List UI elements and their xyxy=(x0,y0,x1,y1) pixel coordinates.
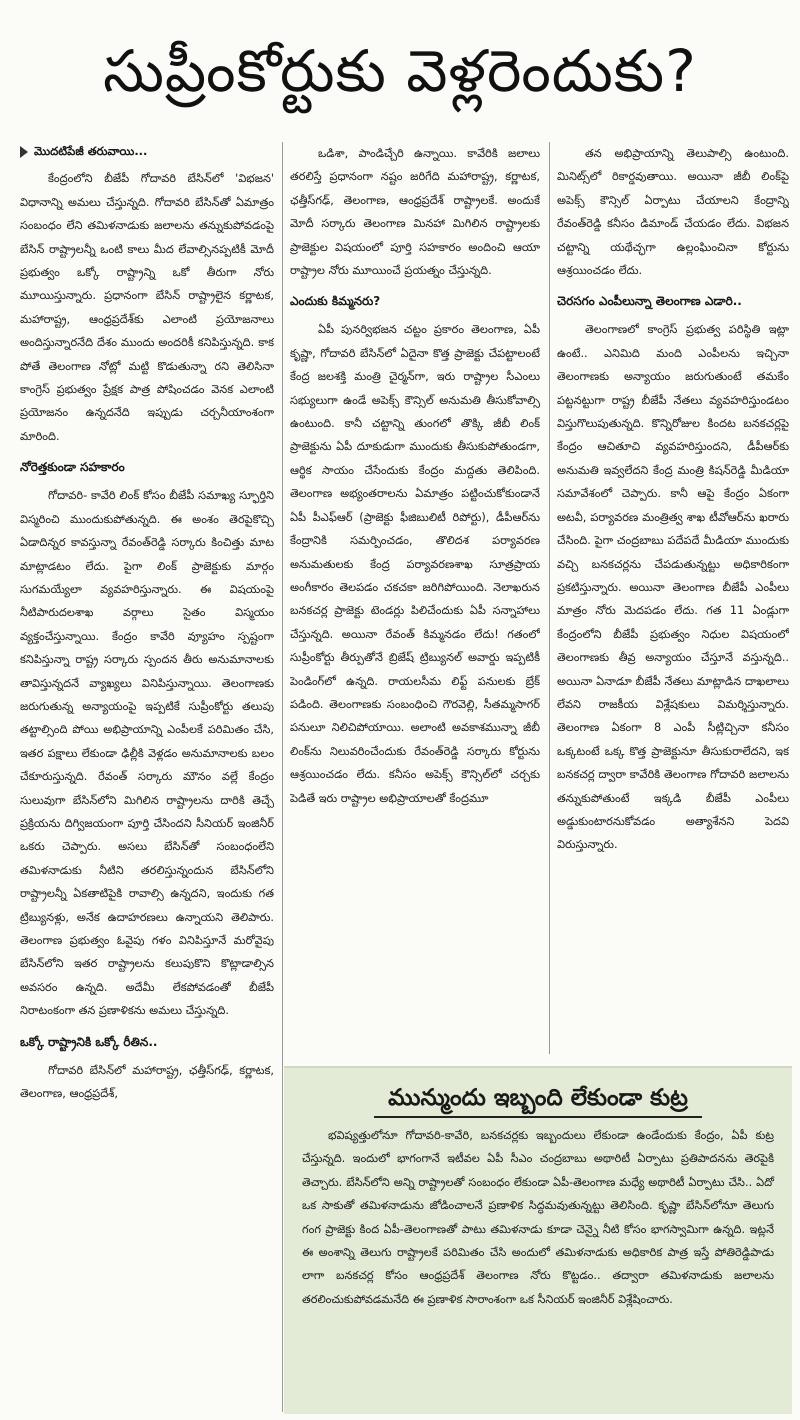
box-body: భవిష్యత్తులోనూ గోదావరి-కావేరి, బనకచర్లకు ఇబ్బందులు లేకుండా ఉండేందుకు కేంద్రం, ఏపీ కుట్ర చేస్తున్నది. ఇందులో భాగంగానే ఇటీవల ఏపీ సీఎం చంద్రబాబు అథారిటీ ఏర్పాటు ప్రతిపాదనను తెరపైకి తెచ్చారు. బేసిన్‌లోని అన్ని రాష్ట్రాలతో సంబంధం లేకుండా ఏపీ-తెలంగాణ మధ్యే అథారిటీ ఏర్పాటు చేసి.. ఏదో ఒక సాకుతో తమిళనాడును జోడించాలనే ప్రణాళిక సిద్ధమవుతున్నట్టు తెలిసింది. కృష్ణా బేసిన్‌లోనూ తెలుగు గంగ ప్రాజెక్టు కింద ఏపీ-తెలంగాణతో పాటు తమిళనాడు కూడా చెన్నై నీటి కోసం భాగస్వామిగా ఉన్నది. ఇట్లనే ఈ అంశాన్ని తెలుగు రాష్ట్రాలకే పరిమితం చేసి అందులో తమిళనాడుకు అధికారిక పాత్ర ఇస్తే పోతిరెడ్డిపాడు లాగా బనకచర్ల కోసం ఆంధ్రప్రదేశ్ తెలంగాణ నోరు కొట్టడం.. తద్వారా తమిళనాడుకు జలాలను తరలించుకుపోవడమనేది ఈ ప్రణాళిక సారాంశంగా ఒక సీనియర్ ఇంజినీర్ విశ్లేషించారు. xyxy=(302,1129,774,1306)
col2-subheading-1: ఎందుకు కిమ్మనరు? xyxy=(290,294,381,309)
column-divider-2 xyxy=(549,142,550,1054)
col3-subheading-1: చెరసగం ఎంపీలున్నా తెలంగాణ ఎడారి.. xyxy=(557,294,742,309)
headline: సుప్రీంకోర్టుకు వెళ్లరెందుకు? xyxy=(103,37,697,105)
col1-para-3: గోదావరి బేసిన్‌లో మహారాష్ట్ర, ఛత్తీస్‌గఢ్, కర్ణాటక, తెలంగాణ, ఆంధ్రప్రదేశ్, xyxy=(20,1063,274,1101)
sidebar-box xyxy=(284,1066,792,1414)
kicker-text: మొదటిపేజీ తరువాయి... xyxy=(34,144,148,158)
col3-para-2: తెలంగాణలో కాంగ్రెస్ ప్రభుత్వ పరిస్థితి ఇట్లా ఉంటే.. ఎనిమిది మంది ఎంపీలను ఇచ్చినా తెలంగాణకు అన్యాయం జరుగుతుంటే తమకేం పట్టనట్టుగా రాష్ట్ర బీజేపీ నేతలు వ్యవహరిస్తుండటం విస్తుగొలుపుతున్నది. కొన్నిరోజుల కిందట బనకచర్లపై కేంద్రం ఆచితూచి వ్యవహరిస్తుందని, డీపీఆర్‌కు అనుమతి ఇవ్వలేదని కేంద్ర మంత్రి కిషన్‌రెడ్డి మీడియా సమావేశంలో చెప్పారు. కానీ ఆపై కేంద్రం ఏకంగా అటవీ, పర్యావరణ మంత్రిత్వ శాఖ టీవోఆర్‌ను ఖరారు చేసింది. పైగా చంద్రబాబు పదేపదే మీడియా ముందుకు వచ్చి బనకచర్లను చేపడుతున్నట్టు అధికారికంగా ప్రకటిస్తున్నారు. అయినా తెలంగాణ బీజేపీ ఎంపీలు మాత్రం నోరు మెదపడం లేదు. గత 11 ఏండ్లుగా కేంద్రంలోని బీజేపీ ప్రభుత్వం నిధుల విషయంలో తెలంగాణకు తీవ్ర అన్యాయం చేస్తూనే వస్తున్నది.. అయినా ఏనాడూ బీజేపీ నేతలు మాట్లాడిన దాఖలాలు లేవని రాజకీయ విశ్లేషకులు విమర్శిస్తున్నారు. తెలంగాణ ఏకంగా 8 ఎంపీ సీట్లిచ్చినా కనీసం ఒక్కటంటే ఒక్క కొత్త ప్రాజెక్టునూ తీసుకురాలేదని, ఇక బనకచర్ల ద్వారా కావేరికి తెలంగాణ గోదావరి జలాలను తన్నుకుపోతుంటే ఇక్కడి బీజేపీ ఎంపీలు అడ్డుకుంటారనుకోవడం అత్యాశేనని పెదవి విరుస్తున్నారు. xyxy=(557,323,789,852)
col1-subheading-1: నోరెత్తకుండా సహకారం xyxy=(20,460,125,475)
column-divider-1 xyxy=(282,142,283,1412)
box-title: మున్ముందు ఇబ్బంది లేకుండా కుట్ర xyxy=(388,1085,688,1111)
col1-para-2: గోదావరి- కావేరి లింక్ కోసం బీజేపీ సమాఖ్య స్ఫూర్తిని విస్మరించి ముందుకుపోతున్నది. ఈ అంశం తెరపైకొచ్చి ఏడాదిన్నర కావస్తున్నా రేవంత్‌రెడ్డి సర్కారు కించిత్తు మాట మాట్లాడటం లేదు. పైగా లింక్ ప్రాజెక్టుకు మార్గం సుగమయ్యేలా వ్యవహరిస్తున్నారు. ఈ విషయంపై నీటిపారుదలశాఖ వర్గాలు సైతం విస్మయం వ్యక్తంచేస్తున్నాయి. కేంద్రం కావేరి వ్యూహం స్పష్టంగా కనిపిస్తున్నా రాష్ట్ర సర్కారు స్పందన తీరు అనుమానాలకు తావిస్తున్నదనే వ్యాఖ్యలు వినిపిస్తున్నాయి. తెలంగాణకు జరుగుతున్న అన్యాయంపై ఇప్పటికే సుప్రీంకోర్టు తలుపు తట్టాల్సింది పోయి అభిప్రాయాన్ని ఎంపీలకే పరిమితం చేసి, ఇతర పక్షాలు లేకుండా ఢిల్లీకి వెళ్లడం అనుమానాలకు బలం చేకూరుస్తున్నది. రేవంత్ సర్కారు మౌనం వల్లే కేంద్రం సులువుగా బేసిన్‌లోని మిగిలిన రాష్ట్రాలను దారికి తెచ్చే ప్రక్రియను దిగ్విజయంగా పూర్తి చేసిందని సీనియర్ ఇంజినీర్ ఒకరు చెప్పారు. అసలు బేసిన్‌తో సంబంధంలేని తమిళనాడుకు నీటిని తరలిస్తున్నందున బేసిన్‌లోని రాష్ట్రాలన్నీ ఏకతాటిపైకి రావాల్సి ఉన్నదని, ఇందుకు గత ట్రిబ్యునళ్లు, అనేక ఉదాహరణలు ఉన్నాయని తెలిపారు. తెలంగాణ ప్రభుత్వం ఓవైపు గళం వినిపిస్తూనే మరోవైపు బేసిన్‌లోని ఇతర రాష్ట్రాలను కలుపుకొని కొట్లాడాల్సిన అవసరం ఉన్నది. అదేమీ లేకపోవడంతో బీజేపీ నిరాటంకంగా తన ప్రణాళికను అమలు చేస్తున్నది. xyxy=(20,489,274,1018)
col1-subheading-2: ఒక్కో రాష్ట్రానికి ఒక్కో రీతిన.. xyxy=(20,1034,158,1049)
column-3 xyxy=(557,142,789,942)
col3-para-1: తన అభిప్రాయాన్ని తెలుపాల్సి ఉంటుంది. మినిట్స్‌లో రికార్డవుతాయి. అయినా జీబీ లింక్‌పై అపెక్స్ కౌన్సిల్ ఏర్పాటు చేయాలని కేంద్రాన్ని రేవంత్‌రెడ్డి కనీసం డిమాండ్ చేయడం లేదు. విభజన చట్టాన్ని యథేచ్ఛగా ఉల్లంఘించినా కోర్టును ఆశ్రయించడం లేదు. xyxy=(557,147,789,278)
col2-para-2: ఏపీ పునర్విభజన చట్టం ప్రకారం తెలంగాణ, ఏపీ కృష్ణా, గోదావరి బేసిన్‌లో ఏదైనా కొత్త ప్రాజెక్టు చేపట్టాలంటే కేంద్ర జలశక్తి మంత్రి చైర్మన్‌గా, ఇరు రాష్ట్రాల సీఎంలు సభ్యులుగా ఉండే అపెక్స్ కౌన్సిల్ అనుమతి తీసుకోవాల్సి ఉంటుంది. కానీ చట్టాన్ని తుంగలో తొక్కి జీబీ లింక్ ప్రాజెక్టును ఏపీ దూకుడుగా ముందుకు తీసుకుపోతుండగా, ఆర్థిక సాయం చేసేందుకు కేంద్రం మద్దతు తెలిపింది. తెలంగాణ అభ్యంతరాలను ఏమాత్రం పట్టించుకోకుండానే ఏపీ పీఎఫ్ఆర్ (ప్రాజెక్టు ఫీజిబులిటీ రిపోర్టు), డీపీఆర్‌ను కేంద్రానికి సమర్పించడం, తొలిదశ పర్యావరణ అనుమతులకు కేంద్ర పర్యావరణశాఖ సూత్రప్రాయ అంగీకారం తెలపడం చకచకా జరిగిపోయింది. నెలాఖరున బనకచర్ల ప్రాజెక్టు టెండర్లు పిలిచేందుకు ఏపీ సన్నాహాలు చేస్తున్నది. అయినా రేవంత్ కిమ్మనడం లేదు! గతంలో సుప్రీంకోర్టు తీర్పుతోనే బ్రిజేష్ ట్రిబ్యునల్ అవార్డు ఇప్పటికీ పెండింగ్‌లో ఉన్నది. రాయలసీమ లిఫ్ట్ పనులకు బ్రేక్ పడింది. తెలంగాణకు సంబంధించి గౌరవెల్లి, సీతమ్మసాగర్ పనులూ నిలిచిపోయాయి. అలాంటి అవకాశమున్నా జీబీ లింక్‌ను నిలువరించేందుకు రేవంత్‌రెడ్డి సర్కారు కోర్టును ఆశ్రయించడం లేదు. కనీసం అపెక్స్ కౌన్సిల్‌లో చర్చకు పెడితే ఇరు రాష్ట్రాల అభిప్రాయాలతో కేంద్రమూ xyxy=(290,323,540,805)
col1-para-1: కేంద్రంలోని బీజేపీ గోదావరి బేసిన్‌లో 'విభజన' విధానాన్ని అమలు చేస్తున్నది. గోదావరి బేసిన్‌తో ఏమాత్రం సంబంధం లేని తమిళనాడుకు జలాలను తన్నుకుపోవడంపై బేసిన్ రాష్ట్రాలన్నీ ఒంటి కాలు మీద లేవాల్సినప్పటికీ మోదీ ప్రభుత్వం ఒక్కో రాష్ట్రాన్ని ఒకో తీరుగా నోరు మూయిస్తున్నారు. ప్రధానంగా బేసిన్ రాష్ట్రాలైన కర్ణాటక, మహారాష్ట్ర, ఆంధ్రప్రదేశ్‌కు ఎలాంటి ప్రయోజనాలు అందిస్తున్నారనేది దేశం ముందు అందరికీ కనిపిస్తున్నది. కాక పోతే తెలంగాణ నోట్లో మట్టి కొడుతున్నా రని తెలిసినా కాంగ్రెస్ ప్రభుత్వం ప్రేక్షక పాత్ర పోషించడం వెనక ఎలాంటి ప్రయోజనం ఉన్నదనేది ఇప్పుడు చర్చనీయాంశంగా మారింది. xyxy=(20,172,274,443)
box-title-underline xyxy=(374,1116,702,1118)
column-2 xyxy=(290,142,540,942)
kicker xyxy=(20,140,274,163)
column-1 xyxy=(20,140,274,1420)
arrow-icon xyxy=(20,146,28,158)
col2-para-1: ఒడిశా, పాండిచ్చేరి ఉన్నాయి. కావేరికి జలాలు తరలిస్తే ప్రధానంగా నష్టం జరిగేది మహారాష్ట్ర, కర్ణాటక, ఛత్తీస్‌గఢ్, తెలంగాణ, ఆంధ్రప్రదేశ్ రాష్ట్రాలకే. అందుకే మోదీ సర్కారు తెలంగాణ మినహా మిగిలిన రాష్ట్రాలకు ప్రాజెక్టుల విషయంలో పూర్తి సహకారం అందించి ఆయా రాష్ట్రాల నోరు మూయించే ప్రయత్నం చేస్తున్నది. xyxy=(290,147,540,278)
